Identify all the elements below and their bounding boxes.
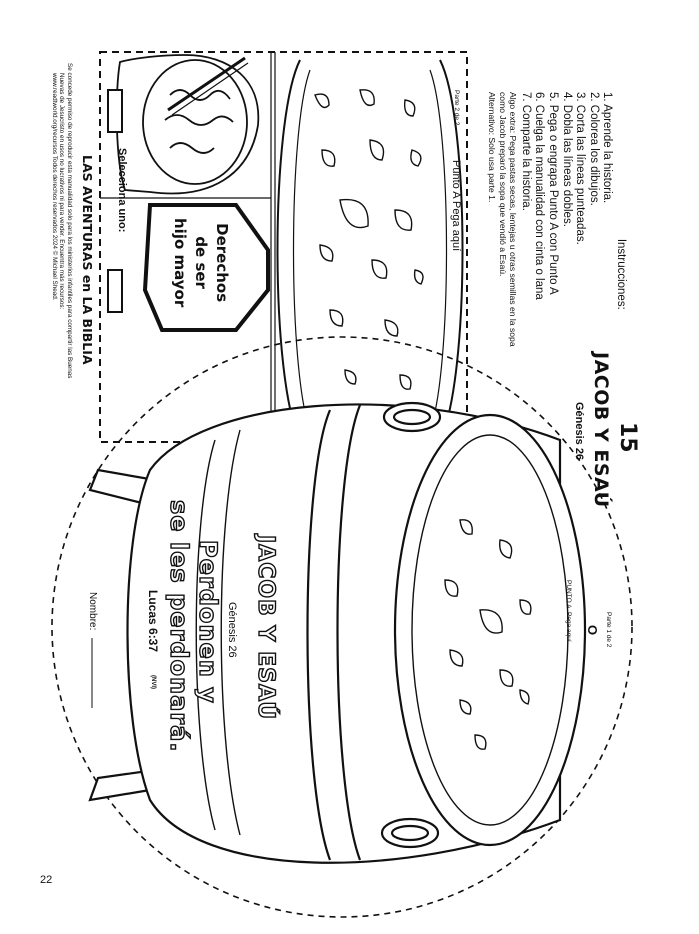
- series-logo: LAS AVENTURAS en LA BIBLIA: [80, 155, 95, 365]
- lesson-title: JACOB Y ESAÚ: [590, 352, 612, 508]
- verse-line-2: se les perdonará.: [165, 500, 193, 753]
- lesson-reference: Génesis 26: [573, 402, 585, 461]
- selection-box-2: [108, 270, 122, 312]
- instructions: [487, 92, 627, 347]
- selection-badge: [169, 218, 232, 307]
- part2-label: Parte 2 de 2: [453, 90, 460, 126]
- verse-reference: Lucas 6:37: [146, 590, 160, 653]
- instructions-heading: Instrucciones:: [615, 238, 627, 310]
- instruction-step: 3. Corta las líneas punteadas.: [574, 92, 587, 245]
- verse-line-1: Perdonen y: [194, 540, 222, 704]
- badge-line-3: hijo mayor: [171, 218, 189, 308]
- pot-title: JACOB Y ESAÚ: [253, 535, 278, 721]
- instruction-extra: como Jacob preparó la sopa que vendió a Esaú.: [497, 92, 508, 277]
- lesson-number: 15: [615, 422, 640, 453]
- copyright-notice: [50, 63, 73, 378]
- point-a-mark: O: [585, 625, 600, 636]
- part1-label: Parte 1 de 2: [605, 612, 612, 648]
- instruction-extra: Alternativo: Solo usa parte 1.: [487, 92, 498, 203]
- instruction-extra: Algo extra: Pega pastas secas, lentejas u otras semillas en la sopa: [508, 92, 519, 347]
- page-number: 22: [40, 874, 53, 886]
- selection-label: Selecciona uno:: [116, 148, 128, 233]
- copyright-line-1: Se concede permiso de reproducir esta manualidad solo para los ministerios infantiles para compartir las Buenas: [66, 63, 73, 379]
- instruction-step: 4. Dobla las líneas dobles.: [560, 92, 573, 227]
- instruction-step: 6. Cuelga la manualidad con cinta o lana: [533, 92, 546, 300]
- verse-version: (NVI): [150, 675, 156, 689]
- selection-box-1: [108, 90, 122, 132]
- name-label: Nombre:: [87, 592, 98, 631]
- instruction-step: 7. Comparte la historia.: [519, 92, 532, 211]
- soup-bowl-drawing: [117, 55, 259, 193]
- pot-reference: Génesis 26: [226, 602, 238, 658]
- copyright-line-2: Nuevas de Jesucristo en usos no lucrativos ni para vender. Encuentra más recursos:: [58, 73, 66, 310]
- part2-point-a: Punto A Pega aquí: [450, 160, 462, 252]
- badge-line-1: Derechos: [213, 223, 231, 303]
- instruction-step: 1. Aprende la historia.: [601, 92, 614, 204]
- badge-line-2: de ser: [192, 236, 210, 289]
- part2-soup-drawing: [278, 60, 463, 440]
- part1-point-a: PUNTO A. Pega aquí: [565, 580, 572, 642]
- copyright-line-3: www.readtworld.org/recursos Todos derechos reservados 2024 © Michael Shead.: [50, 73, 58, 301]
- instruction-step: 5. Pega o engrapa Punto A con Punto A: [547, 92, 560, 295]
- instruction-step: 2. Colorea los dibujos.: [587, 92, 600, 206]
